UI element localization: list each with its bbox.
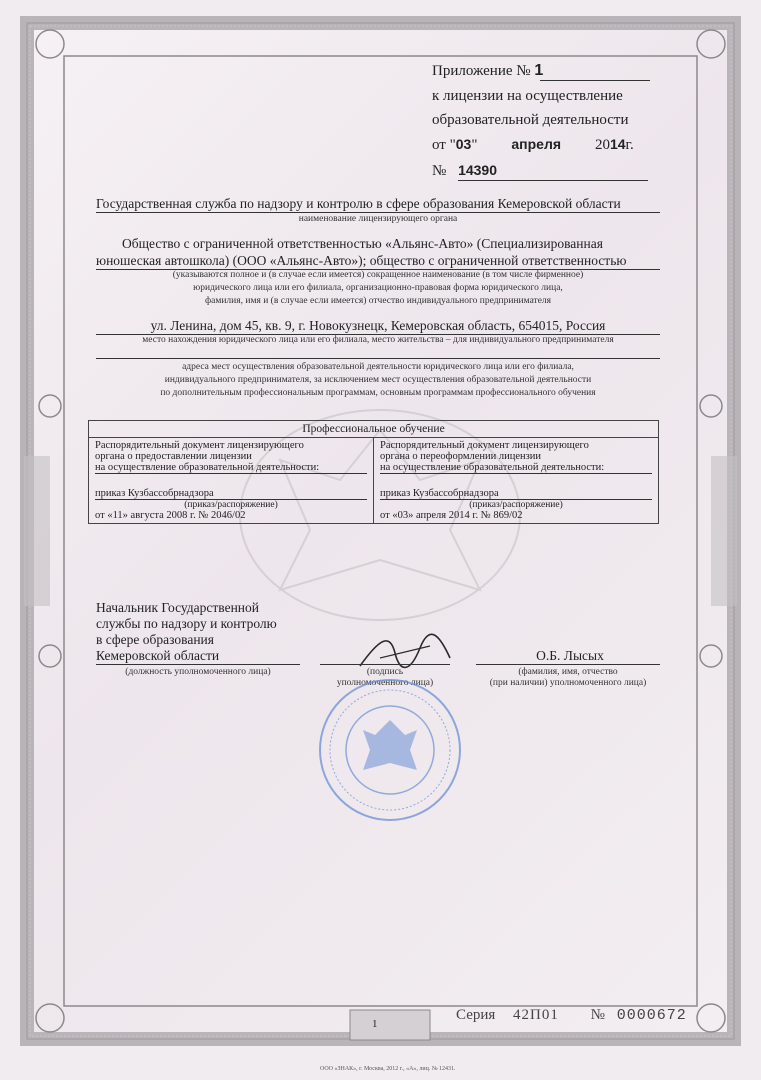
left-line1: Распорядительный документ лицензирующего <box>95 440 304 451</box>
appendix-line3: образовательной деятельности <box>432 112 629 128</box>
name-caption-1: (фамилия, имя, отчество <box>518 667 618 677</box>
right-line2: органа о переоформлении лицензии <box>380 451 542 462</box>
series-number: 0000672 <box>616 1007 687 1024</box>
date-day: 03 <box>455 136 472 152</box>
name-underline <box>476 664 660 665</box>
right-cell <box>374 438 659 524</box>
appendix-label: Приложение № 1 <box>432 62 544 79</box>
table-heading: Профессиональное обучение <box>89 421 659 438</box>
places-line <box>96 358 660 359</box>
position-caption: (должность уполномоченного лица) <box>125 667 271 677</box>
page-marker: 1 <box>372 1018 378 1030</box>
left-date: от «11» августа 2008 г. № 2046/02 <box>95 510 246 521</box>
authority-name: Государственная служба по надзору и контролю в сфере образования Кемеровской области <box>96 196 621 211</box>
signature-caption-1: (подпись <box>366 667 404 677</box>
licensee-name-line1: Общество с ограниченной ответственностью «Альянс-Авто» (Специализированная <box>122 236 603 251</box>
licensee-caption-1: (указываются полное и (в случае если имеется) сокращенное наименование (в том числе фирменное) <box>172 270 584 280</box>
name-caption-2: (при наличии) уполномоченного лица) <box>489 678 647 688</box>
signer-name: О.Б. Лысых <box>536 648 604 663</box>
places-caption-1: адреса мест осуществления образовательной деятельности юридического лица или его филиала, <box>182 362 574 372</box>
left-order: приказ Кузбассобрнадзора <box>95 488 367 500</box>
authority-line <box>96 212 660 213</box>
series-value: 42П01 <box>513 1007 559 1023</box>
date-year: 14 <box>609 136 626 152</box>
position-line1: Начальник Государственной <box>96 600 260 615</box>
date-month: апреля <box>511 136 562 152</box>
right-line1: Распорядительный документ лицензирующего <box>380 440 589 451</box>
right-line3: на осуществление образовательной деятельности: <box>380 462 652 474</box>
left-line2: органа о предоставлении лицензии <box>95 451 252 462</box>
appendix-license-no: № 14390 <box>432 162 497 179</box>
license-number: 14390 <box>458 162 497 178</box>
signature-caption-2: уполномоченного лица) <box>336 678 434 688</box>
appendix-number: 1 <box>534 62 544 79</box>
left-order-caption: (приказ/распоряжение) <box>184 500 278 510</box>
licensee-caption-2: юридического лица или его филиала, организационно-правовая форма юридического лица, <box>193 283 563 293</box>
authority-caption: наименование лицензирующего органа <box>298 214 458 224</box>
right-order: приказ Кузбассобрнадзора <box>380 488 652 500</box>
position-line2: службы по надзору и контролю <box>96 616 277 631</box>
series-block <box>456 1007 687 1024</box>
appendix-date: от "03" апреля 2014г. <box>432 136 634 153</box>
right-order-caption: (приказ/распоряжение) <box>469 500 563 510</box>
places-caption-2: индивидуального предпринимателя, за исключением мест осуществления образовательной деятельности <box>164 375 592 385</box>
places-caption-3: по дополнительным профессиональным программам, основным программам профессионального обучения <box>160 388 596 398</box>
licensee-address: ул. Ленина, дом 45, кв. 9, г. Новокузнецк, Кемеровская область, 654015, Россия <box>150 318 606 333</box>
address-caption: место нахождения юридического лица или его филиала, место жительства – для индивидуального предпринимателя <box>142 335 614 345</box>
official-seal <box>315 675 465 825</box>
series-no-label: № <box>590 1007 605 1023</box>
licensee-name-line2: юношеская автошкола) (ООО «Альянс-Авто»); общество с ограниченной ответственностью <box>96 253 627 268</box>
printer-footer: ООО «ЗНАК», г. Москва, 2012 г., «А», лиц. № 12431. <box>320 1066 456 1072</box>
licensee-caption-3: фамилия, имя и (в случае если имеется) отчество индивидуального предпринимателя <box>204 296 552 306</box>
left-line3: на осуществление образовательной деятельности: <box>95 462 367 474</box>
appendix-line2: к лицензии на осуществление <box>432 88 623 104</box>
left-cell <box>89 438 374 524</box>
position-underline <box>96 664 300 665</box>
right-date: от «03» апреля 2014 г. № 869/02 <box>380 510 523 521</box>
order-table <box>88 420 659 524</box>
signature-underline <box>320 664 450 665</box>
series-label: Серия <box>456 1007 496 1023</box>
signer-position <box>96 600 277 664</box>
license-number-line <box>458 180 648 181</box>
position-line4: Кемеровской области <box>96 648 220 663</box>
appendix-number-line <box>540 80 650 81</box>
position-line3: в сфере образования <box>96 632 214 647</box>
name-caption <box>476 667 660 689</box>
